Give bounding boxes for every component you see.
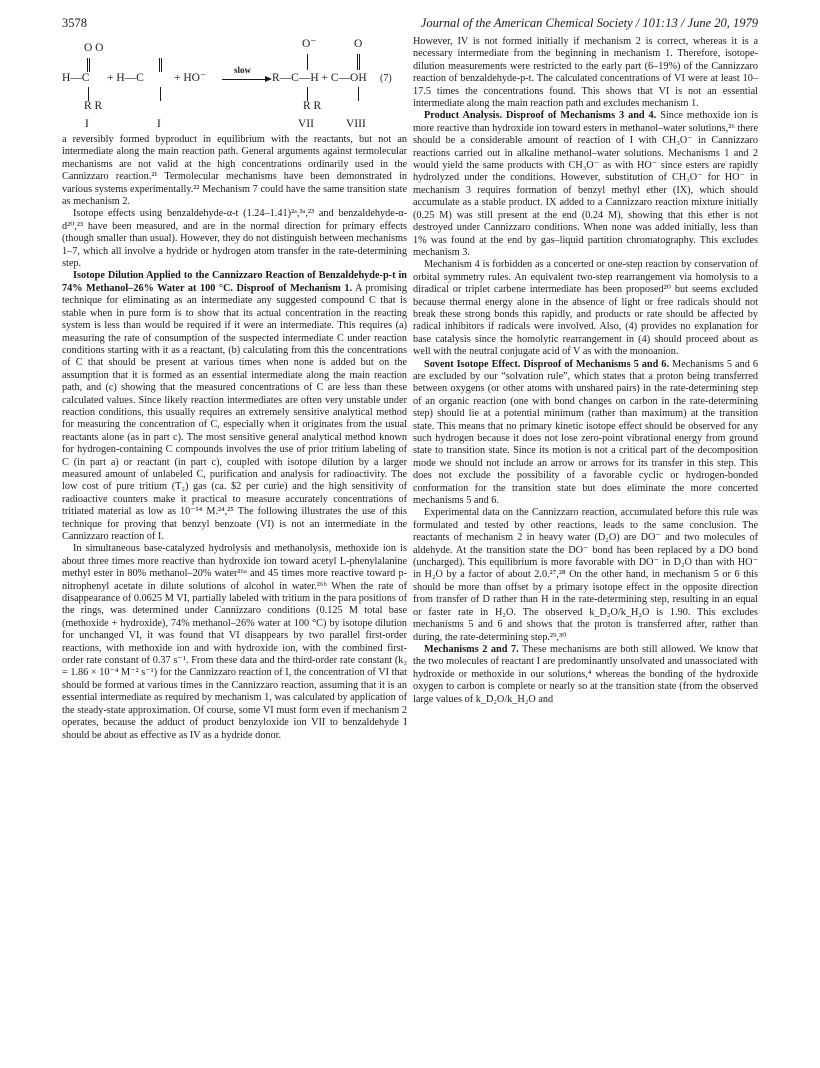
scheme-plus-ho: + HO⁻ <box>174 72 207 84</box>
scheme-products: R—C—H + C—OH <box>272 72 367 84</box>
page-number: 3578 <box>62 16 87 30</box>
paragraph: However, IV is not formed initially if mechanism 2 is correct, whereas it is a necessary intermediate from the beginning in mechanism 1. Therefore, isotope-dilution measurements were restricted to the early part (6–19%) of the Cannizzaro reaction of benzaldehyde-p-t. The calculated concentrations of VI were at least 10–17.5 times the concentrations found. This shows that VI is not an essential intermediate along the main reaction path and excludes mechanism 1. <box>413 36 758 110</box>
section-heading: Isotope Dilution Applied to the Cannizzaro Reaction of Benzaldehyde-p-t in 74% Methanol–26% Water at 100 °C. Disproof of Mechanism 1. <box>62 270 407 294</box>
left-column <box>62 34 407 742</box>
compound-label-VII: VII <box>298 118 314 130</box>
section-mechanisms-2-7 <box>413 644 758 706</box>
reaction-arrow <box>222 79 266 80</box>
section-isotope-dilution <box>62 270 407 543</box>
section-text: Mechanisms 5 and 6 are excluded by our “solvation rule”, which states that a proton being transferred between oxygens (or other atoms with unshared pairs) in the rate-determining step of an organic reaction (one with bond changes on carbon in the rate-determining step) should lie at a potential minimum (rather than maximum) at the transition state. This means that no primary kinetic isotope effect should be observed for any such hydrogen because it does not lose zero-point vibrational energy from ground state to transition state. Since its motion is not a critical part of the decomposition mode we should not include an arrow or arrows for its transfer in this step. This does not exclude the possibility of a favorable cyclic or hydrogen-bonded conformation for the transition state but does eliminate the more concerted mechanisms 5 and 6. <box>413 358 758 507</box>
section-heading: Sovent Isotope Effect. Disproof of Mechanisms 5 and 6. <box>424 358 669 370</box>
equation-number: (7) <box>380 73 392 84</box>
scheme-r-right: R R <box>303 100 322 112</box>
page-header <box>0 16 820 36</box>
paragraph: Isotope effects using benzaldehyde-α-t (1.24–1.41)²ᵃ,³ᵃ,²³ and benzaldehyde-α-d²⁰,²³ have been measured, and are in the normal direction for primary effects (though smaller than usual). However, they do not distinguish between mechanisms 1–7, which all involve a hydride or hydrogen atom transfer in the rate-determining step. <box>62 208 407 270</box>
section-text: A promising technique for eliminating as an intermediate any suggested compound C that is stable when in pure form is to show that its actual concentration in the reacting system is less than would be required if it were an intermediate. This requires (a) measuring the rate of consumption of the suspected intermediate C under reaction conditions starting with it as a reactant, (b) calculating from this the concentrations of C that should be present at various times when none is added but on the assumption that it is formed as an essential intermediate along the main reaction path, and (c) showing that the measured concentrations of C are less than these calculated values. Since likely reaction intermediates are often very unstable under reaction conditions, this usually requires an extremely sensitive analytical method for measuring the concentration of C, especially when it originates from the usual reactants alone (as in part c). The most sensitive general analytical method known for hydrogen-containing C compounds involves the use of prior tritium labeling of C (in part a) or reactant (in part c), coupled with isotope dilution by a larger measured amount of unlabeled C, purification and analysis for radioactivity. The low cost of pure tritium (T₂) gas (ca. $2 per curie) and the high sensitivity of radioactive counters make it practical to measure accurately concentrations of tritiated material as low as 10⁻¹⁴ M.²⁴,²⁵ The following illustrates the use of this technique for proving that benzyl benzoate (VI) is not an intermediate in the Cannizzaro reaction of I. <box>62 282 407 542</box>
section-text: These mechanisms are both still allowed. We know that the two molecules of reactant I are predominantly unsolvated and unassociated with hydroxide or methoxide in our solutions,⁴ whereas the bonding of the hydroxide oxygen to carbon is complete or nearly so at the transition state (from the observed large values of k_D₂O/k_H₂O and <box>413 643 758 705</box>
scheme-h1: H—C <box>62 72 90 84</box>
scheme-o-minus: O⁻ <box>302 38 317 50</box>
scheme-plus-h2: + H—C <box>107 72 144 84</box>
section-heading: Product Analysis. Disproof of Mechanisms 3 and 4. <box>424 110 657 122</box>
compound-label-I-1: I <box>85 118 89 130</box>
right-column <box>413 36 758 706</box>
paragraph: Mechanism 4 is forbidden as a concerted or one-step reaction by conservation of orbital symmetry rules. An equivalent two-step rearrangement via homolysis to a diradical or triplet carbene intermediate has been proposed²⁰ but seems excluded because thermal energy alone in the absence of light or free radicals should not break these strong bonds this rapidly, and products or rate should be affected by radical inhibitors if radicals were involved. Also, (4) provides no explanation for base catalysis since the homolytic rearrangement in (4) should proceed about as well with the neutral conjugate acid of V as with the monoanion. <box>413 259 758 358</box>
section-product-analysis <box>413 110 758 259</box>
paragraph: a reversibly formed byproduct in equilibrium with the reactants, but not an intermediate along the main reaction path. General arguments against termolecular mechanisms are not valid at the high concentrations ordinarily used in the Cannizzaro reaction.²¹ Termolecular mechanisms have been demonstrated in various systems experimentally.²² Mechanism 7 could have the same transition state as mechanism 2. <box>62 134 407 208</box>
compound-label-I-2: I <box>157 118 161 130</box>
scheme-o-right: O <box>354 38 363 50</box>
section-solvent-isotope <box>413 359 758 508</box>
compound-label-VIII: VIII <box>346 118 366 130</box>
scheme-slow-label: slow <box>234 65 252 75</box>
section-heading: Mechanisms 2 and 7. <box>424 643 519 655</box>
section-text: Since methoxide ion is more reactive than hydroxide ion toward esters in methanol–water solutions,²⁶ there should be a considerable amount of reaction of I with CH₃O⁻ in Cannizzaro reactions carried out in alkaline methanol–water solutions. Mechanisms 1 and 2 would yield the same products with CH₃O⁻ as with HO⁻ since esters are rapidly hydrolyzed under the conditions. However, substitution of CH₃O⁻ for HO⁻ in mechanism 3 requires formation of benzyl methyl ether (IX), which should accumulate as a stable product. IX added to a Cannizzaro reaction mixture initially (0.25 M) was still present at the end (0.24 M), showing that this ether is not destroyed under Cannizzaro conditions. When none was added initially, less than 1% was found at the end by gas–liquid partition chromatography. This excludes mechanism 3. <box>413 110 759 258</box>
paragraph: In simultaneous base-catalyzed hydrolysis and methanolysis, methoxide ion is about three times more reactive than hydroxide ion toward acetyl L-phenylalanine methyl ester in 80% methanol–20% water²⁶ᵃ and 45 times more reactive toward p-nitrophenyl acetate in dilute solutions of alcohol in water.²⁶ᵇ When the rate of disappearance of 0.0625 M VI, partially labeled with tritium in the para positions of the rings, was determined under Cannizzaro conditions (0.125 M total base (methoxide + hydroxide), 74% methanol–26% water at 100 °C) by isotope dilution for unchanged VI, it was found that VI disappears by two parallel first-order reactions, with methoxide ion and with hydroxide ion, with the combined first-order rate constant of 0.37 s⁻¹. From these data and the third-order rate constant (k₃ = 1.86 × 10⁻⁴ M⁻² s⁻¹) for the Cannizzaro reaction of I, the concentration of VI that should be formed at various times in the Cannizzaro reaction, assuming that it is an essential intermediate as required by mechanism 1, was calculated by application of the steady-state approximation. Of course, some VI must form even if mechanism 2 operates, because the adduct of product benzyloxide ion VII to benzaldehyde I should be about as effective as IV as a hydride donor. <box>62 543 407 741</box>
reaction-scheme-7 <box>62 34 407 134</box>
paragraph: Experimental data on the Cannizzaro reaction, accumulated before this rule was formulated and tested by other reactions, leads to the same conclusion. The reactants of mechanism 2 in heavy water (D₂O) are DO⁻ and two molecules of aldehyde. At the transition state the DO⁻ bond has been replaced by a DO bond (uncharged). This equilibrium is more favorable with DO⁻ in D₂O than with HO⁻ in H₂O by a factor of about 2.0.²⁷,²⁸ On the other hand, in mechanism 5 or 6 this should be more than offset by a primary isotope effect in the opposite direction from transfer of D rather than H in the rate-determining step, resulting in an equal or faster rate in H₂O. The observed k_D₂O/k_H₂O is 1.90. This excludes mechanisms 5 and 6 and shows that the proton is transferred after, rather than during, the rate-determining step.²⁹,³⁰ <box>413 507 758 643</box>
scheme-oxygens-left: O O <box>84 42 104 54</box>
scheme-r-left: R R <box>84 100 103 112</box>
journal-running-head: Journal of the American Chemical Society / 101:13 / June 20, 1979 <box>420 16 758 30</box>
